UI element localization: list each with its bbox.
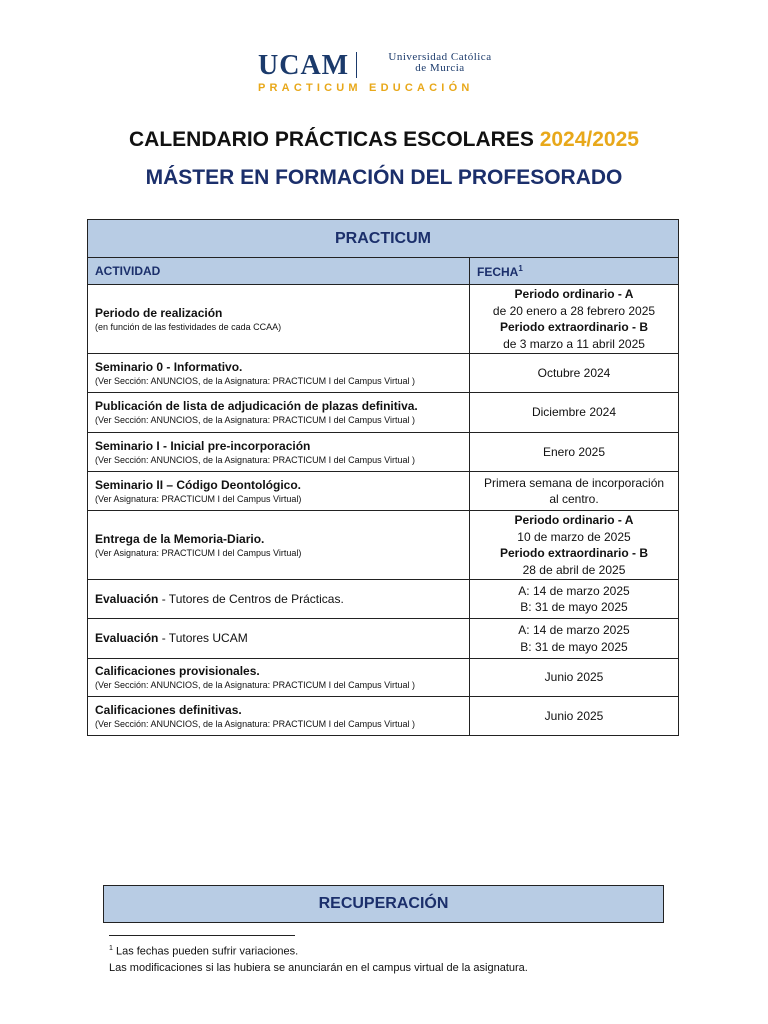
date-cell <box>470 285 679 354</box>
activity-note: (Ver Sección: ANUNCIOS, de la Asignatura: PRACTICUM I del Campus Virtual ) <box>95 415 415 425</box>
activity-title-bold: Publicación de lista de adjudicación de plazas definitiva. <box>95 399 418 413</box>
activity-cell <box>88 354 470 393</box>
date-cell <box>470 697 679 736</box>
date-value: Primera semana de incorporación <box>483 475 665 490</box>
date-cell <box>470 354 679 393</box>
page-title <box>0 128 768 152</box>
activity-title-bold: Evaluación <box>95 591 159 606</box>
activity-title <box>95 664 463 679</box>
footnote-line1 <box>109 941 528 960</box>
date-period-label: Periodo extraordinario - B <box>499 546 649 560</box>
activity-title-rest: - Tutores UCAM <box>158 631 248 645</box>
table-row <box>88 354 679 393</box>
activity-title <box>95 478 463 493</box>
date-value: Octubre 2024 <box>537 365 611 380</box>
date-cell <box>470 511 679 580</box>
date-cell <box>470 659 679 697</box>
date-value: Junio 2025 <box>544 670 604 685</box>
table-row <box>88 580 679 619</box>
activity-title <box>95 592 463 607</box>
page-title-text: CALENDARIO PRÁCTICAS ESCOLARES <box>129 128 540 151</box>
activity-note: (Ver Sección: ANUNCIOS, de la Asignatura: PRACTICUM I del Campus Virtual ) <box>95 718 415 729</box>
table-header: PRACTICUM <box>88 220 679 258</box>
logo-university-line1: Universidad Católica <box>388 51 492 63</box>
activity-title <box>95 532 463 547</box>
activity-title-bold: Periodo de realización <box>95 305 223 320</box>
date-value: A: 14 de marzo 2025 <box>518 583 630 598</box>
table-body <box>88 285 679 736</box>
footnote-line2: Las modificaciones si las hubiera se anunciarán en el campus virtual de la asignatura. <box>109 961 528 974</box>
activity-title <box>95 703 463 718</box>
activity-cell <box>88 659 470 697</box>
page-title-year: 2024/2025 <box>539 128 639 151</box>
activity-note: (Ver Sección: ANUNCIOS, de la Asignatura: PRACTICUM I del Campus Virtual ) <box>95 454 415 465</box>
date-value: de 3 marzo a 11 abril 2025 <box>503 336 645 351</box>
date-value: al centro. <box>549 492 599 506</box>
activity-title <box>95 399 463 414</box>
footnote-line1-text: Las fechas pueden sufrir variaciones. <box>112 945 299 958</box>
footnote-mark: 1 <box>109 945 113 952</box>
date-cell <box>470 472 679 511</box>
table-row <box>88 433 679 472</box>
activity-title-bold: Seminario I - Inicial pre-incorporación <box>95 438 311 453</box>
ucam-logo <box>0 48 768 98</box>
table-row <box>88 393 679 433</box>
activity-title <box>95 439 463 454</box>
table-row <box>88 619 679 659</box>
logo-divider <box>356 52 357 78</box>
date-cell <box>470 619 679 659</box>
activity-title-bold: Evaluación <box>95 631 159 645</box>
activity-title <box>95 306 463 321</box>
date-cell <box>470 393 679 433</box>
date-value: Junio 2025 <box>544 708 604 723</box>
activity-cell <box>88 697 470 736</box>
activity-cell <box>88 619 470 659</box>
column-header-date-label: FECHA <box>477 264 519 279</box>
date-value: Enero 2025 <box>542 444 606 459</box>
footnote-ref: 1 <box>518 263 523 273</box>
date-cell <box>470 580 679 619</box>
activity-cell <box>88 393 470 433</box>
activity-cell <box>88 580 470 619</box>
activity-cell <box>88 472 470 511</box>
recuperacion-header: RECUPERACIÓN <box>103 885 664 923</box>
date-period-label: Periodo ordinario - A <box>514 287 634 301</box>
activity-note: (Ver Asignatura: PRACTICUM I del Campus Virtual) <box>95 547 302 558</box>
activity-title-bold: Seminario II – Código Deontológico. <box>95 477 302 492</box>
activity-title-bold: Calificaciones definitivas. <box>95 702 242 717</box>
table-row <box>88 697 679 736</box>
activity-note: (en función de las festividades de cada CCAA) <box>95 321 282 332</box>
practicum-calendar-table <box>87 219 679 736</box>
date-value: 28 de abril de 2025 <box>522 562 626 577</box>
logo-university-line2: de Murcia <box>415 62 465 74</box>
footnote <box>109 941 528 976</box>
date-value: Diciembre 2024 <box>531 405 617 420</box>
activity-title-bold: Seminario 0 - Informativo. <box>95 359 243 374</box>
table-row <box>88 511 679 580</box>
date-cell <box>470 433 679 472</box>
activity-title-rest: - Tutores de Centros de Prácticas. <box>158 591 344 606</box>
table-row <box>88 659 679 697</box>
table-row <box>88 285 679 354</box>
table-row <box>88 472 679 511</box>
activity-cell <box>88 285 470 354</box>
activity-note: (Ver Asignatura: PRACTICUM I del Campus Virtual) <box>95 493 302 504</box>
date-value: A: 14 de marzo 2025 <box>518 623 630 637</box>
footnote-divider <box>109 935 295 936</box>
activity-title <box>95 360 463 375</box>
activity-note: (Ver Sección: ANUNCIOS, de la Asignatura: PRACTICUM I del Campus Virtual ) <box>95 680 415 690</box>
date-value: B: 31 de mayo 2025 <box>520 600 628 614</box>
date-period-label: Periodo extraordinario - B <box>499 320 649 334</box>
date-value: 10 de marzo de 2025 <box>517 529 631 544</box>
date-value: B: 31 de mayo 2025 <box>520 639 628 654</box>
logo-university <box>374 52 506 74</box>
column-header-activity: ACTIVIDAD <box>88 258 470 285</box>
activity-title <box>95 631 463 646</box>
activity-cell <box>88 511 470 580</box>
activity-cell <box>88 433 470 472</box>
date-value: de 20 enero a 28 febrero 2025 <box>492 303 656 318</box>
activity-title-bold: Entrega de la Memoria-Diario. <box>95 531 265 546</box>
logo-brand: UCAM <box>258 50 350 81</box>
column-header-date <box>470 258 679 285</box>
activity-note: (Ver Sección: ANUNCIOS, de la Asignatura: PRACTICUM I del Campus Virtual ) <box>95 375 415 386</box>
activity-title-bold: Calificaciones provisionales. <box>95 664 260 678</box>
date-period-label: Periodo ordinario - A <box>514 513 634 527</box>
logo-subtitle: PRACTICUM EDUCACIÓN <box>258 82 474 94</box>
page-subtitle: MÁSTER EN FORMACIÓN DEL PROFESORADO <box>145 166 623 189</box>
